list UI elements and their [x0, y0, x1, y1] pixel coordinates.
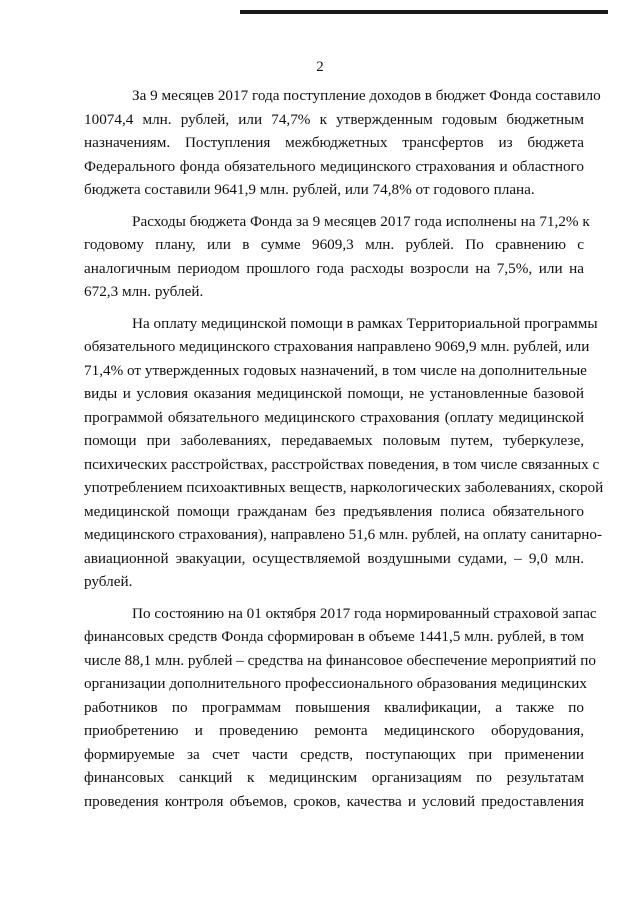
text-line: работников по программам повышения квалификации, а также по: [84, 698, 584, 716]
text-line: виды и условия оказания медицинской помощи, не установленные базовой: [84, 385, 584, 402]
paragraph: [84, 602, 597, 814]
paragraph: [84, 84, 601, 202]
text-line: проведения контроля объемов, сроков, качества и условий предоставления: [84, 792, 584, 810]
text-line: авиационной эвакуации, осуществляемой воздушными судами, – 9,0 млн.: [84, 549, 584, 567]
text-line: бюджета составили 9641,9 млн. рублей, или 74,8% от годового плана.: [84, 181, 535, 198]
text-line: На оплату медицинской помощи в рамках Территориальной программы: [132, 314, 598, 332]
text-line: медицинского страхования), направлено 51,6 млн. рублей, на оплату санитарно-: [84, 526, 603, 543]
text-line: За 9 месяцев 2017 года поступление доходов в бюджет Фонда составило: [132, 87, 601, 104]
paragraph: [84, 312, 604, 594]
text-line: финансовых санкций к медицинским организациям по результатам: [84, 769, 584, 786]
text-line: формируемые за счет части средств, поступающих при применении: [84, 745, 584, 763]
text-line: медицинской помощи гражданам без предъявления полиса обязательного: [84, 502, 584, 520]
text-line: 71,4% от утвержденных годовых назначений, в том числе на дополнительные: [84, 361, 587, 379]
paragraph: [84, 210, 590, 304]
text-line: 672,3 млн. рублей.: [84, 283, 204, 300]
document-body: [84, 84, 604, 821]
text-line: организации дополнительного профессионального образования медицинских: [84, 675, 587, 692]
text-line: По состоянию на 01 октября 2017 года нормированный страховой запас: [132, 604, 597, 622]
text-line: приобретению и проведению ремонта медицинского оборудования,: [84, 722, 584, 739]
text-line: психических расстройствах, расстройствах поведения, в том числе связанных с: [84, 455, 600, 473]
text-line: годовому плану, или в сумме 9609,3 млн. рублей. По сравнению с: [84, 236, 584, 253]
text-line: обязательного медицинского страхования направлено 9069,9 млн. рублей, или: [84, 338, 590, 355]
header-rule: [240, 10, 608, 14]
text-line: аналогичным периодом прошлого года расходы возросли на 7,5%, или на: [84, 259, 584, 277]
page-number: 2: [316, 59, 324, 75]
text-line: 10074,4 млн. рублей, или 74,7% к утвержденным годовым бюджетным: [84, 110, 584, 128]
text-line: помощи при заболеваниях, передаваемых половым путем, туберкулезе,: [84, 432, 584, 449]
text-line: употреблением психоактивных веществ, наркологических заболеваниях, скорой: [84, 479, 604, 496]
text-line: Федерального фонда обязательного медицинского страхования и областного: [84, 157, 584, 175]
text-line: программой обязательного медицинского страхования (оплату медицинской: [84, 408, 584, 426]
text-line: рублей.: [84, 573, 133, 590]
text-line: числе 88,1 млн. рублей – средства на финансовое обеспечение мероприятий по: [84, 651, 596, 669]
text-line: Расходы бюджета Фонда за 9 месяцев 2017 года исполнены на 71,2% к: [132, 212, 590, 230]
text-line: назначениям. Поступления межбюджетных трансфертов из бюджета: [84, 134, 584, 151]
text-line: финансовых средств Фонда сформирован в объеме 1441,5 млн. рублей, в том: [84, 628, 584, 645]
